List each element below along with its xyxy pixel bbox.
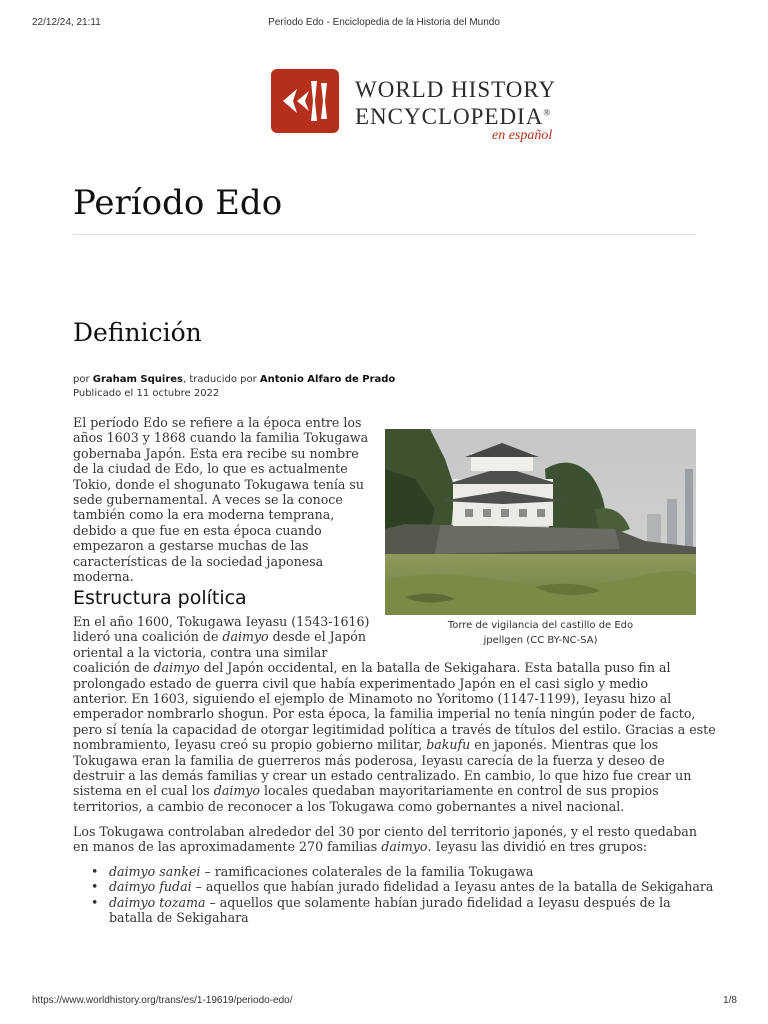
italic-term: daimyo tozama	[109, 894, 206, 910]
italic-term: daimyo	[381, 839, 428, 855]
logo-language: en español	[492, 128, 553, 143]
publish-date: Publicado el 11 octubre 2022	[73, 388, 220, 399]
text-line: • daimyo sankei – ramificaciones colaterales de la familia Tokugawa	[109, 864, 534, 879]
byline-por: por	[73, 374, 90, 385]
text-line: En el año 1600, Tokugawa Ieyasu (1543-1616)	[73, 614, 370, 629]
text-line: • daimyo tozama – aquellos que solamente habían jurado fidelidad a Ieyasu después de la	[109, 894, 671, 910]
section-title: Definición	[73, 318, 202, 347]
paragraph-tokugawa-control	[73, 824, 697, 855]
text-line: Tokugawa eran la familia de guerreros más poderosa, Ieyasu carecía de la fuerza y deseo de	[73, 752, 665, 768]
site-logo[interactable]	[271, 69, 561, 149]
text-line: territorios, a cambio de reconocer a los Tokugawa como gobernantes a nivel nacional.	[73, 798, 625, 814]
author-link[interactable]: Graham Squires	[92, 374, 183, 385]
text-line: destruir a las demás familias y crear un estado centralizado. En cambio, lo que hizo fue crear un	[73, 767, 692, 783]
print-date: 22/12/24, 21:11	[32, 17, 101, 28]
text-line: coalición de daimyo del Japón occidental, en la batalla de Sekigahara. Esta batalla puso fin al	[73, 660, 671, 676]
figure-caption: Torre de vigilancia del castillo de Edo	[447, 620, 634, 631]
logo-text-line1: WORLD HISTORY	[355, 77, 557, 102]
text-line: batalla de Sekigahara	[109, 910, 249, 926]
print-url[interactable]: https://www.worldhistory.org/trans/es/1-19619/periodo-edo/	[32, 995, 293, 1006]
edo-castle-photo	[385, 429, 696, 615]
text-line: sistema en el cual los daimyo locales quedaban mayoritariamente en control de sus propios	[73, 783, 659, 799]
list-item	[91, 895, 701, 926]
list-item	[91, 879, 714, 895]
byline-translated: , traducido por	[183, 374, 257, 385]
list-item	[91, 864, 701, 879]
text-line: Los Tokugawa controlaban alrededor del 30 por ciento del territorio japonés, y el resto quedaban	[73, 824, 697, 839]
italic-term: daimyo	[153, 660, 200, 676]
logo-registered-mark: ®	[543, 107, 552, 118]
logo-text-line2	[355, 104, 551, 130]
figure-credit[interactable]: jpellgen (CC BY-NC-SA)	[483, 635, 598, 646]
page-number: 1/8	[723, 995, 737, 1006]
italic-term: daimyo	[222, 629, 269, 645]
text-line: • daimyo fudai – aquellos que habían jurado fidelidad a Ieyasu antes de la batalla de Sekigahara	[109, 879, 714, 895]
text-line: en manos de las aproximadamente 270 familias daimyo. Ieyasu las dividió en tres grupos:	[73, 839, 648, 855]
byline-authors	[73, 373, 395, 387]
print-doc-title: Período Edo - Enciclopedia de la Historia del Mundo	[268, 17, 500, 28]
text-line: prolongado estado de guerra civil que había experimentado Japón en el casi siglo y medio	[73, 675, 649, 691]
text-line: emperador nombrarlo shogun. Por esta época, la familia imperial no tenía ningún poder de facto,	[73, 706, 696, 722]
text-line: nombramiento, Ieyasu creó su propio gobierno militar, bakufu en japonés. Mientras que los	[73, 737, 659, 753]
title-divider	[73, 234, 696, 235]
italic-term: daimyo fudai	[109, 879, 192, 895]
intro-paragraph: El período Edo se refiere a la época entre los años 1603 y 1868 cuando la familia Tokugawa gobernaba Japón. Esta era recibe su nombre de la ciudad de Edo, lo que es actualmente Tokio, donde el shogunato Tokugawa tenía su sede gubernamental. A veces se la conoce también como la era moderna temprana, debido a que fue en esta época cuando empezaron a gestarse muchas de las características de la sociedad japonesa moderna.	[73, 415, 369, 585]
text-line: lideró una coalición de daimyo desde el Japón	[73, 629, 366, 645]
print-header	[0, 17, 768, 31]
logo-mark-icon	[271, 69, 339, 133]
paragraph-political	[73, 614, 716, 814]
text-line: anterior. En 1603, siguiendo el ejemplo de Minamoto no Yoritomo (1147-1199), Ieyasu hizo al	[73, 690, 672, 706]
translator-link[interactable]: Antonio Alfaro de Prado	[259, 374, 396, 385]
page-title: Período Edo	[73, 183, 283, 223]
section-heading: Estructura política	[73, 587, 247, 609]
logo-line2-text: ENCYCLOPEDIA	[355, 104, 544, 129]
print-footer	[0, 995, 768, 1009]
italic-term: bakufu	[426, 737, 471, 753]
italic-term: daimyo	[213, 783, 261, 799]
byline	[73, 373, 395, 401]
text-line: oriental a la victoria, contra una similar	[73, 644, 328, 660]
daimyo-groups-list	[91, 864, 714, 926]
italic-term: daimyo sankei	[109, 864, 201, 879]
text-line: pero sí tenía la capacidad de otorgar legitimidad política a través de títulos del estilo. Gracias a este	[73, 721, 716, 737]
